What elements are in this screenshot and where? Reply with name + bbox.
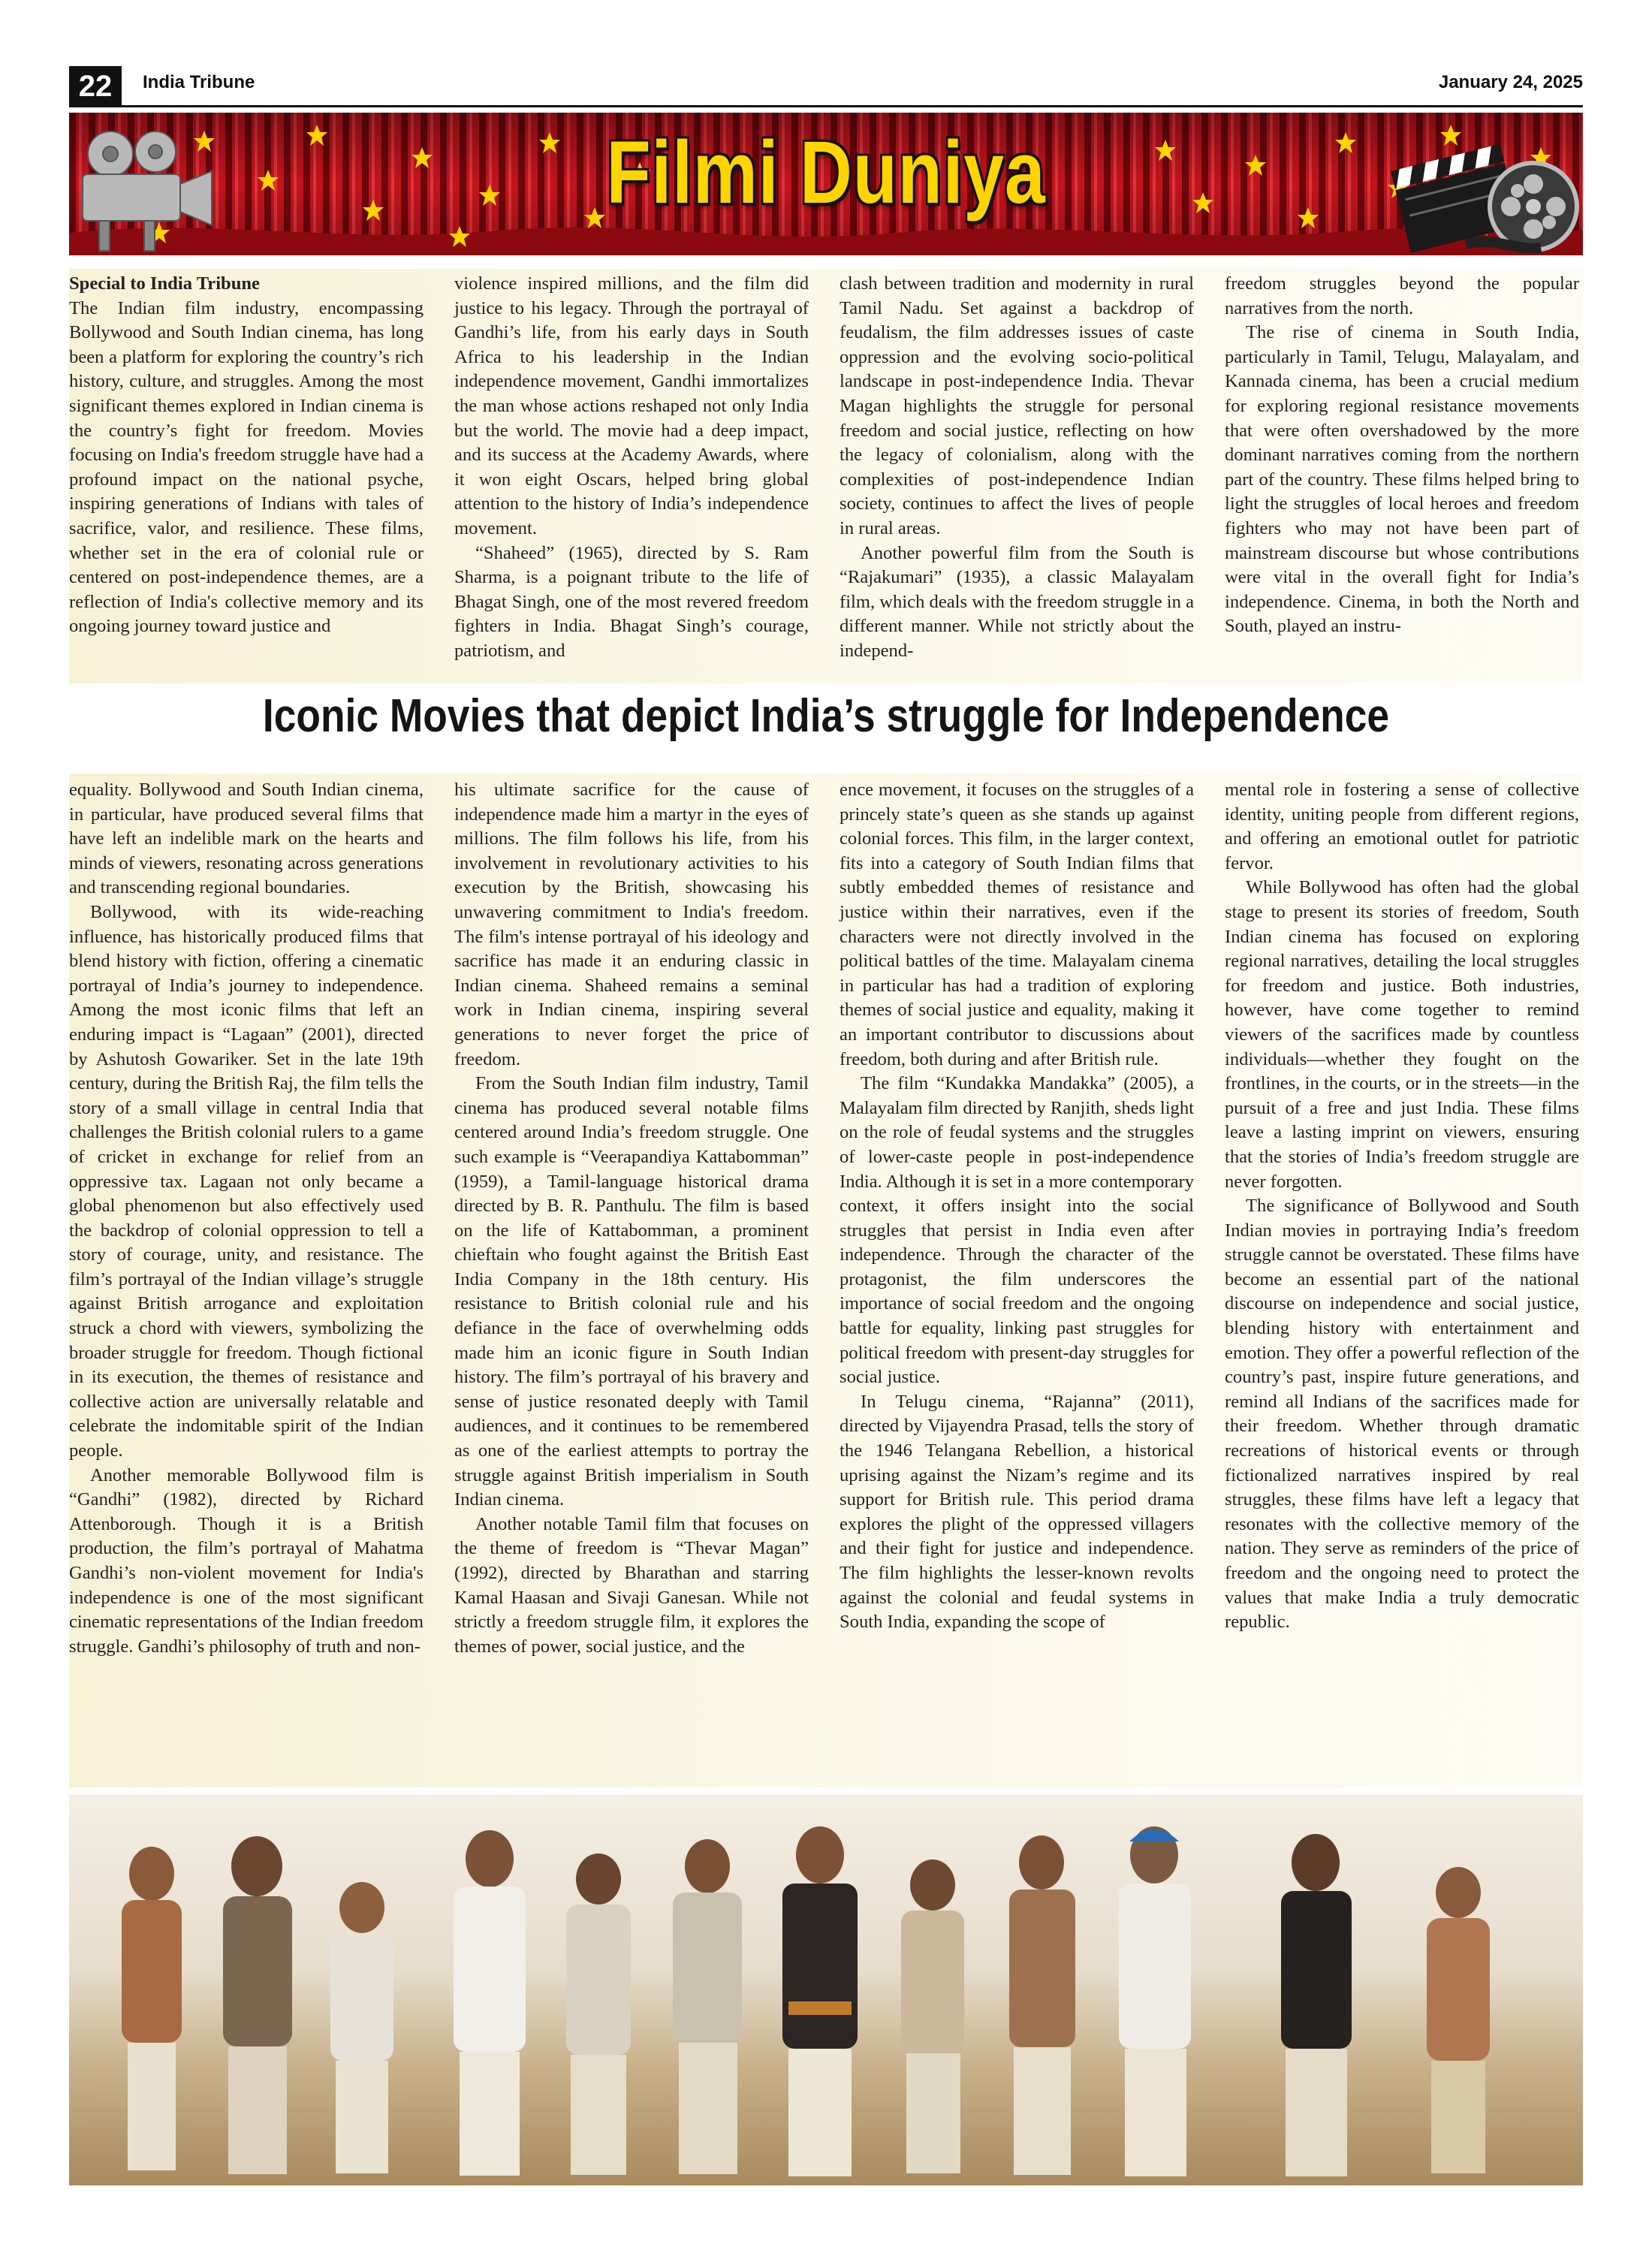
paragraph: clash between tradition and modernity in rural Tamil Nadu. Set against a backdrop of feudalism, the film addresses issues of caste oppression and the evolving socio-political landscape in post-independence India. Thevar Magan highlights the struggle for personal freedom and social justice, reflecting on how the legacy of colonialism, along with the complexities of post-independence Indian society, continues to affect the lives of people in rural areas. <box>840 273 1194 538</box>
paragraph: The significance of Bollywood and South Indian movies in portraying India’s freedom struggle cannot be overstated. These films have become an essential part of the national discourse on independence and social justice, blending history with entertainment and emotion. They offer a powerful reflection of the country’s past, inspire future generations, and remind all Indians of the sacrifices made for their freedom. Whether through dramatic recreations of historical events or through fictionalized narratives inspired by real struggles, these films have left a legacy that resonates with the collective memory of the nation. They serve as reminders of the price of freedom and the ongoing need to protect the values that make India a truly democratic republic. <box>1225 1196 1579 1633</box>
issue-date: January 24, 2025 <box>1438 72 1583 92</box>
paragraph: From the South Indian film industry, Tamil cinema has produced several notable films centered around India’s freedom struggle. One such example is “Veerapandiya Kattabomman” (1959), a Tamil-language historical drama directed by B. R. Panthulu. The film is based on the life of Kattabomman, a prominent chieftain who fought against the British East India Company in the 18th century. His resistance to British colonial rule and his defiance in the face of overwhelming odds made him an iconic figure in South Indian history. The film’s portrayal of his bravery and sense of justice resonated deeply with Tamil audiences, and it continues to be remembered as one of the earliest attempts to portray the struggle against British imperialism in South Indian cinema. <box>454 1073 809 1510</box>
article-column-3-top <box>840 272 1194 664</box>
paragraph: Another notable Tamil film that focuses on the theme of freedom is “Thevar Magan” (1992), directed by Bharathan and starring Kamal Haasan and Sivaji Ganesan. While not strictly a freedom struggle film, it explores the themes of power, social justice, and the <box>454 1513 809 1657</box>
paragraph: Another memorable Bollywood film is “Gandhi” (1982), directed by Richard Attenborough. Though it is a British production, the film’s portrayal of Mahatma Gandhi’s non-violent movement for India's independence is one of the most significant cinematic representations of the Indian freedom struggle. Gandhi’s philosophy of truth and non- <box>69 1464 424 1657</box>
page-number: 22 <box>69 66 122 107</box>
film-cast-photo <box>69 1795 1583 2185</box>
paragraph: his ultimate sacrifice for the cause of independence made him a martyr in the eyes of millions. The film follows his life, from his involvement in revolutionary activities to his execution by the British, showcasing his unwavering commitment to India's freedom. The film's intense portrayal of his ideology and sacrifice has made it an enduring classic in Indian cinema. Shaheed remains a seminal work in Indian cinema, inspiring several generations to never forget the price of freedom. <box>454 780 809 1069</box>
article-column-2-top <box>454 272 809 664</box>
paragraph: equality. Bollywood and South Indian cinema, in particular, have produced several films that have left an indelible mark on the hearts and minds of viewers, resonating across generations and transcending regional boundaries. <box>69 780 424 898</box>
paragraph: violence inspired millions, and the film did justice to his legacy. Through the portrayal of Gandhi’s life, from his early days in South Africa to his leadership in the Indian independence movement, Gandhi immortalizes the man whose actions reshaped not only India but the world. The movie had a deep impact, and its success at the Academy Awards, where it won eight Oscars, helped bring global attention to the history of India’s independence movement. <box>454 273 809 538</box>
article-headline: Iconic Movies that depict India’s struggle for Independence <box>262 690 1390 742</box>
paragraph: Another powerful film from the South is “Rajakumari” (1935), a classic Malayalam film, which deals with the freedom struggle in a different manner. While not strictly about the independ- <box>840 542 1194 661</box>
section-banner <box>69 113 1583 255</box>
paragraph: The Indian film industry, encompassing Bollywood and South Indian cinema, has long been a platform for exploring the country’s rich history, culture, and struggles. Among the most significant themes explored in Indian cinema is the country’s fight for freedom. Movies focusing on India's freedom struggle have had a profound impact on the national psyche, inspiring generations of Indians with tales of sacrifice, valor, and resilience. These films, whether set in the era of colonial rule or centered on post-independence themes, are a reflection of India's collective memory and its ongoing journey toward justice and <box>69 297 424 637</box>
paragraph: The rise of cinema in South India, particularly in Tamil, Telugu, Malayalam, and Kannada cinema, has been a crucial medium for exploring regional resistance movements that were often overshadowed by the more dominant narratives coming from the northern part of the country. These films helped bring to light the struggles of local heroes and freedom fighters who may not have been part of mainstream discourse but whose contributions were vital in the overall fight for India’s independence. Cinema, in both the North and South, played an instru- <box>1225 322 1579 637</box>
article-column-1-bottom <box>69 778 424 1659</box>
paragraph: While Bollywood has often had the global stage to present its stories of freedom, South Indian cinema has focused on exploring regional narratives, detailing the local struggles for freedom and justice. Both industries, however, have come together to remind viewers of the sacrifices made by countless individuals—whether they fought on the frontlines, in the courts, or in the streets—in the pursuit of a free and just India. These films leave a lasting imprint on viewers, ensuring that the stories of India’s freedom struggle are never forgotten. <box>1225 877 1579 1192</box>
article-column-3-bottom <box>840 778 1194 1635</box>
publication-name: India Tribune <box>143 72 255 92</box>
article-column-2-bottom <box>454 778 809 1659</box>
article-column-4-bottom <box>1225 778 1579 1635</box>
article-column-4-top <box>1225 272 1579 639</box>
paragraph: In Telugu cinema, “Rajanna” (2011), directed by Vijayendra Prasad, tells the story of the 1946 Telangana Rebellion, a historical uprising against the Nizam’s regime and its support for British rule. This period drama explores the plight of the oppressed villagers and their fight for justice and independence. The film highlights the lesser-known revolts against the colonial and feudal systems in South India, expanding the scope of <box>840 1391 1194 1633</box>
byline-kicker: Special to India Tribune <box>69 273 260 294</box>
paragraph: ence movement, it focuses on the struggles of a princely state’s queen as she stands up against colonial forces. This film, in the larger context, fits into a category of South Indian films that subtly embedded themes of resistance and justice within their narratives, even if the characters were not directly involved in the political battles of the time. Malayalam cinema in particular has had a tradition of exploring themes of social justice and equality, making it an important contributor to discussions about freedom, both during and after British rule. <box>840 780 1194 1069</box>
article-column-1-top <box>69 272 424 639</box>
banner-title: Filmi Duniya <box>606 123 1046 222</box>
paragraph: mental role in fostering a sense of collective identity, uniting people from different regions, and offering an emotional outlet for patriotic fervor. <box>1225 780 1579 873</box>
paragraph: freedom struggles beyond the popular narratives from the north. <box>1225 273 1579 318</box>
paragraph: “Shaheed” (1965), directed by S. Ram Sharma, is a poignant tribute to the life of Bhagat Singh, one of the most revered freedom fighters in India. Bhagat Singh’s courage, patriotism, and <box>454 542 809 661</box>
paragraph: The film “Kundakka Mandakka” (2005), a Malayalam film directed by Ranjith, sheds light on the role of feudal systems and the struggles of lower-caste people in post-independence India. Although it is set in a more contemporary context, it offers insight into the social struggles that persist in India even after independence. Through the character of the protagonist, the film underscores the importance of social freedom and the ongoing battle for equality, linking past struggles for political freedom with present-day struggles for social justice. <box>840 1073 1194 1388</box>
header-rule <box>69 105 1583 107</box>
paragraph: Bollywood, with its wide-reaching influence, has historically produced films that blend history with fiction, offering a cinematic portrayal of India’s journey to independence. Among the most iconic films that left an enduring impact is “Lagaan” (2001), directed by Ashutosh Gowariker. Set in the late 19th century, during the British Raj, the film tells the story of a small village in central India that challenges the British colonial rulers to a game of cricket in exchange for relief from an oppressive tax. Lagaan not only became a global phenomenon but also effectively used the backdrop of colonial oppression to tell a story of courage, unity, and resistance. The film’s portrayal of the Indian village’s struggle against British arrogance and exploitation struck a chord with viewers, symbolizing the broader struggle for freedom. Though fictional in its execution, the themes of resistance and collective action are universally relatable and celebrate the indomitable spirit of the Indian people. <box>69 901 424 1461</box>
